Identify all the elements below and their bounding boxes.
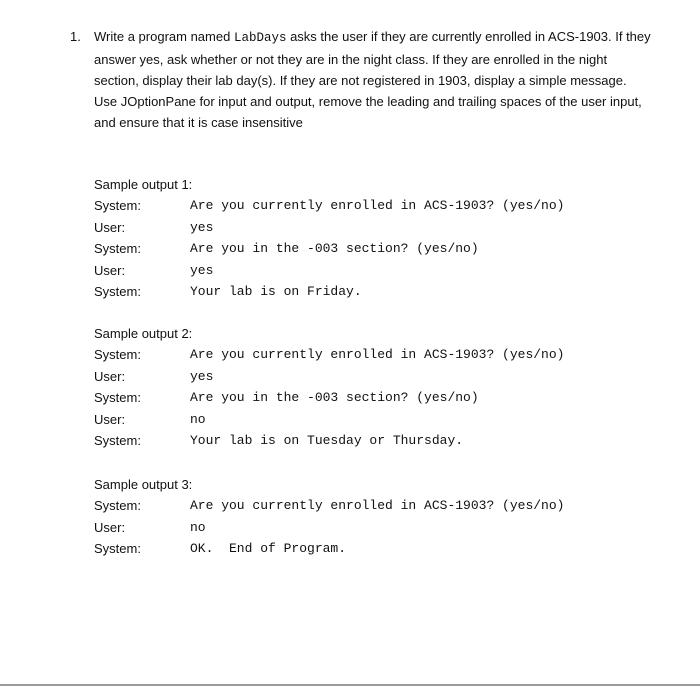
instructions-text: Use JOptionPane for input and output, remove the leading and trailing spaces of the user input, and ensure that it is case insensitive — [94, 94, 642, 130]
dialog-message: Are you currently enrolled in ACS-1903? (yes/no) — [190, 347, 565, 362]
sample-output-3 — [94, 474, 654, 560]
role-label: System: — [94, 241, 141, 256]
dialog-line — [94, 409, 654, 431]
dialog-line — [94, 538, 654, 560]
dialog-message: no — [190, 519, 206, 535]
role-label: System: — [94, 198, 141, 213]
dialog-message: Are you currently enrolled in ACS-1903? (yes/no) — [190, 198, 565, 213]
dialog-message: Are you currently enrolled in ACS-1903? (yes/no) — [190, 498, 565, 513]
sample-title: Sample output 3: — [94, 477, 193, 492]
dialog-line — [94, 517, 654, 539]
sample-output-2 — [94, 323, 654, 452]
dialog-message: Are you in the -003 section? (yes/no) — [190, 390, 479, 405]
role-label: User: — [94, 368, 126, 384]
dialog-message: Are you in the -003 section? (yes/no) — [190, 241, 479, 256]
dialog-line — [94, 366, 654, 388]
role-label: System: — [94, 433, 141, 448]
dialog-message: yes — [190, 262, 214, 278]
role-label: System: — [94, 498, 141, 513]
bottom-divider — [0, 684, 700, 686]
dialog-line — [94, 281, 654, 303]
role-label: System: — [94, 541, 141, 556]
role-label: User: — [94, 262, 126, 278]
role-label: User: — [94, 519, 126, 535]
dialog-message: no — [190, 411, 206, 427]
role-label: User: — [94, 219, 126, 235]
dialog-message: OK. End of Program. — [190, 541, 347, 556]
dialog-line — [94, 344, 654, 366]
dialog-message: yes — [190, 219, 214, 235]
dialog-line — [94, 387, 654, 409]
intro-text-start: Write a program named — [94, 29, 234, 44]
sample-output-1 — [94, 174, 654, 303]
dialog-message: Your lab is on Tuesday or Thursday. — [190, 433, 464, 448]
dialog-line — [94, 195, 654, 217]
dialog-line — [94, 238, 654, 260]
role-label: User: — [94, 411, 126, 427]
dialog-message: Your lab is on Friday. — [190, 284, 362, 299]
dialog-line — [94, 260, 654, 282]
question-number: 1. — [70, 29, 81, 44]
sample-title: Sample output 1: — [94, 177, 193, 192]
question-text — [94, 26, 654, 133]
dialog-line — [94, 495, 654, 517]
role-label: System: — [94, 284, 141, 299]
dialog-message: yes — [190, 368, 214, 384]
intro-text-end: asks the user if they are currently enrolled in ACS-1903. If they answer yes, ask whether or not they are in the night class. If they are enrolled in the night section, display their lab day(s). If they are not registered in 1903, display a simple message. — [94, 29, 651, 88]
dialog-line — [94, 217, 654, 239]
role-label: System: — [94, 347, 141, 362]
role-label: System: — [94, 390, 141, 405]
dialog-line — [94, 430, 654, 452]
class-name-code: LabDays — [233, 31, 287, 45]
sample-title: Sample output 2: — [94, 326, 193, 341]
